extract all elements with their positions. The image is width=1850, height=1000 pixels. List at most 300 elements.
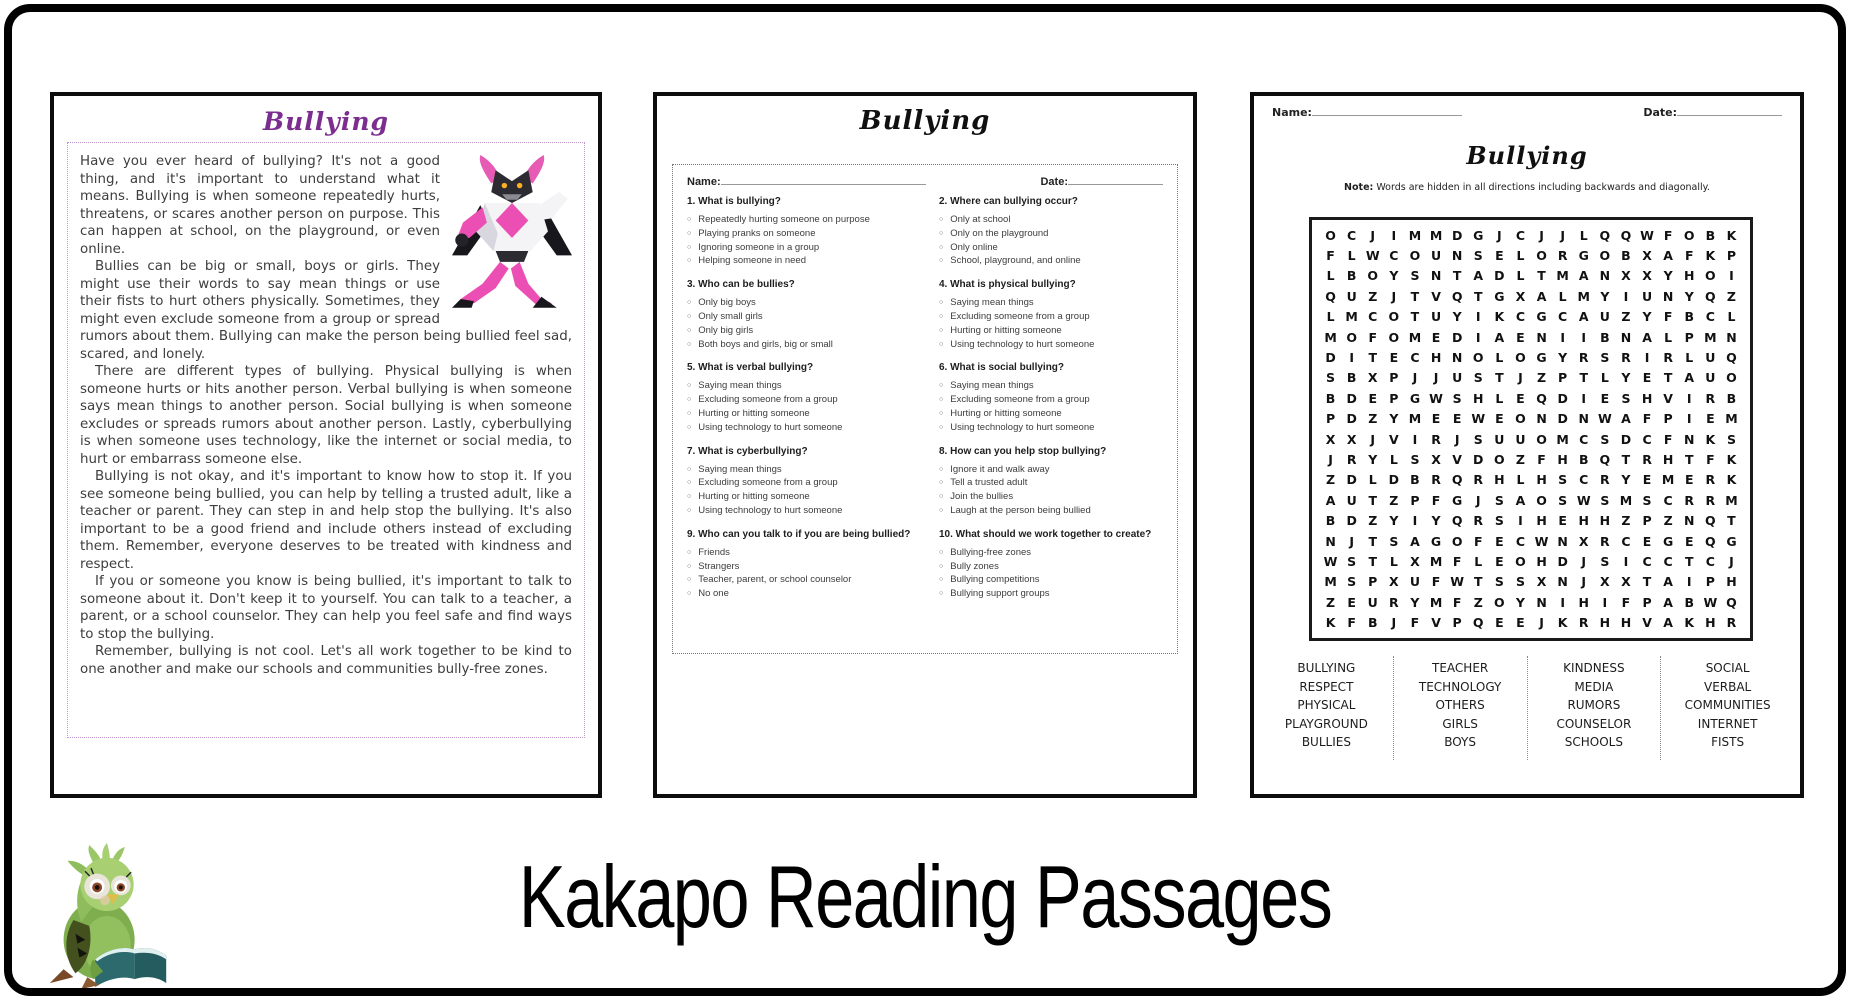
grid-letter: Q xyxy=(1705,288,1716,304)
grid-letter: Y xyxy=(1621,370,1631,386)
wordsearch-note xyxy=(1254,182,1800,193)
grid-letter: N xyxy=(1451,350,1463,366)
option-label: Only at school xyxy=(950,214,1011,225)
grid-letter: F xyxy=(1706,452,1715,468)
word-bank-word: TEACHER xyxy=(1432,661,1489,675)
question-text: 8. How can you help stop bullying? xyxy=(939,445,1107,457)
answer-option xyxy=(939,227,1163,241)
grid-letter: J xyxy=(1475,492,1481,508)
grid-letter: P xyxy=(1684,329,1694,345)
grid-letter: I xyxy=(1349,350,1354,366)
grid-letter: T xyxy=(1684,554,1694,570)
grid-letter: R xyxy=(1578,350,1589,366)
word-bank-column xyxy=(1393,656,1527,760)
answer-option xyxy=(687,573,911,587)
grid-letter: H xyxy=(1557,452,1568,468)
option-bullet-icon: ○ xyxy=(939,229,944,237)
grid-letter: B xyxy=(1726,390,1737,406)
word-bank-word: BULLYING xyxy=(1297,661,1356,675)
option-bullet-icon: ○ xyxy=(687,340,692,348)
word-bank-word: GIRLS xyxy=(1442,716,1478,731)
grid-letter: B xyxy=(1621,248,1631,264)
grid-letter: Z xyxy=(1389,492,1399,508)
option-bullet-icon: ○ xyxy=(939,423,944,431)
date-field xyxy=(1643,106,1782,119)
answer-option xyxy=(687,213,911,227)
word-bank-word: PHYSICAL xyxy=(1297,698,1356,712)
grid-letter: D xyxy=(1557,411,1568,427)
grid-letter: I xyxy=(1729,268,1734,284)
grid-letter: M xyxy=(1324,329,1337,345)
grid-letter: D xyxy=(1557,390,1568,406)
answer-option xyxy=(687,463,911,477)
grid-letter: S xyxy=(1473,248,1483,264)
answer-option xyxy=(687,490,911,504)
word-bank-word: COUNSELOR xyxy=(1556,716,1632,731)
answer-option xyxy=(687,296,911,310)
grid-letter: A xyxy=(1578,268,1589,284)
grid-letter: E xyxy=(1368,390,1378,406)
option-bullet-icon: ○ xyxy=(939,299,944,307)
grid-letter: C xyxy=(1347,227,1357,243)
option-bullet-icon: ○ xyxy=(687,382,692,390)
answer-option xyxy=(939,213,1163,227)
grid-letter: O xyxy=(1683,227,1695,243)
grid-letter: K xyxy=(1705,248,1716,264)
grid-letter: J xyxy=(1454,431,1460,447)
grid-letter: J xyxy=(1370,431,1376,447)
grid-letter: A xyxy=(1325,492,1336,508)
grid-letter: Z xyxy=(1368,411,1378,427)
grid-letter: M xyxy=(1429,554,1443,570)
grid-letter: F xyxy=(1368,329,1378,345)
grid-letter: O xyxy=(1705,268,1716,284)
grid-letter: G xyxy=(1430,533,1442,549)
grid-letter: R xyxy=(1600,533,1610,549)
question-text: 4. What is physical bullying? xyxy=(939,279,1076,291)
grid-letter: F xyxy=(1663,431,1673,447)
answer-option xyxy=(939,379,1163,393)
option-bullet-icon: ○ xyxy=(939,409,944,417)
grid-letter: J xyxy=(1518,370,1523,386)
name-date-row xyxy=(1254,96,1800,119)
grid-letter: X xyxy=(1536,574,1547,590)
grid-letter: O xyxy=(1599,248,1611,264)
option-label: Excluding someone from a group xyxy=(950,310,1090,322)
grid-letter: Q xyxy=(1726,594,1737,610)
grid-letter: X xyxy=(1346,431,1357,447)
question-text: 3. Who can be bullies? xyxy=(687,279,795,291)
date-blank-line xyxy=(1677,106,1782,116)
wordsearch-page xyxy=(1250,92,1804,798)
grid-letter: L xyxy=(1368,472,1377,488)
grid-letter: T xyxy=(1368,554,1377,570)
grid-letter: G xyxy=(1536,350,1547,366)
grid-letter: N xyxy=(1684,431,1695,447)
answer-option xyxy=(687,421,911,435)
grid-letter: W xyxy=(1365,248,1380,264)
grid-letter: A xyxy=(1642,329,1652,345)
grid-letter: A xyxy=(1684,370,1695,386)
grid-letter: D xyxy=(1388,472,1400,488)
grid-letter: A xyxy=(1663,574,1673,590)
grid-letter: R xyxy=(1389,594,1399,610)
grid-letter: D xyxy=(1451,329,1463,345)
option-label: Laugh at the person being bullied xyxy=(950,504,1091,516)
option-bullet-icon: ○ xyxy=(939,493,944,501)
passage-text-box xyxy=(67,142,585,738)
option-label: Saying mean things xyxy=(698,380,782,392)
grid-letter: U xyxy=(1705,370,1716,386)
grid-letter: K xyxy=(1726,472,1737,488)
grid-letter: P xyxy=(1452,615,1462,631)
option-bullet-icon: ○ xyxy=(939,312,944,320)
grid-letter: O xyxy=(1367,268,1379,284)
grid-letter: B xyxy=(1705,227,1716,243)
word-bank-word: SOCIAL xyxy=(1705,661,1750,675)
grid-letter: N xyxy=(1599,268,1611,284)
grid-letter: L xyxy=(1685,350,1694,366)
grid-letter: H xyxy=(1430,350,1442,366)
option-bullet-icon: ○ xyxy=(687,312,692,320)
grid-letter: P xyxy=(1389,390,1399,406)
grid-letter: V xyxy=(1663,390,1673,406)
grid-letter: M xyxy=(1429,594,1443,610)
name-label: Name: xyxy=(1272,106,1312,119)
grid-letter: D xyxy=(1557,554,1568,570)
grid-letter: R xyxy=(1684,492,1695,508)
answer-option xyxy=(939,393,1163,407)
grid-letter: F xyxy=(1684,248,1694,264)
name-label: Name: xyxy=(687,176,721,188)
grid-letter: C xyxy=(1368,309,1378,325)
grid-letter: E xyxy=(1452,411,1462,427)
grid-letter: E xyxy=(1642,472,1652,488)
grid-letter: R xyxy=(1346,452,1357,468)
grid-letter: X xyxy=(1642,248,1652,264)
questions-column-right xyxy=(939,196,1163,612)
option-label: Saying mean things xyxy=(950,380,1034,392)
grid-letter: H xyxy=(1620,615,1632,631)
option-label: Excluding someone from a group xyxy=(950,394,1090,406)
grid-letter: N xyxy=(1684,513,1695,529)
grid-letter: X xyxy=(1389,574,1399,590)
grid-letter: Z xyxy=(1368,513,1378,529)
grid-letter: Q xyxy=(1451,513,1463,529)
grid-letter: D xyxy=(1346,513,1357,529)
option-label: Both boys and girls, big or small xyxy=(698,338,833,350)
grid-letter: X xyxy=(1367,370,1378,386)
grid-letter: C xyxy=(1705,554,1715,570)
grid-letter: Y xyxy=(1431,513,1441,529)
grid-letter: X xyxy=(1642,268,1652,284)
grid-letter: C xyxy=(1389,248,1399,264)
option-bullet-icon: ○ xyxy=(939,590,944,598)
grid-letter: I xyxy=(1581,329,1587,345)
grid-letter: I xyxy=(1686,390,1692,406)
grid-letter: N xyxy=(1557,574,1568,590)
grid-letter: N xyxy=(1536,329,1547,345)
question-text: 2. Where can bullying occur? xyxy=(939,196,1078,207)
grid-letter: U xyxy=(1599,309,1610,325)
option-label: Only small girls xyxy=(698,310,763,322)
grid-letter: T xyxy=(1663,370,1673,386)
answer-option xyxy=(687,379,911,393)
grid-letter: K xyxy=(1726,227,1737,243)
option-bullet-icon: ○ xyxy=(687,299,692,307)
grid-letter: K xyxy=(1494,309,1505,325)
character-illustration xyxy=(452,155,572,305)
option-bullet-icon: ○ xyxy=(939,562,944,570)
word-bank-column xyxy=(1660,656,1794,760)
answer-option xyxy=(939,560,1163,574)
date-field xyxy=(1040,175,1163,188)
grid-letter: N xyxy=(1578,411,1589,427)
grid-letter: J xyxy=(1581,574,1587,590)
grid-letter: P xyxy=(1410,492,1420,508)
grid-letter: O xyxy=(1388,309,1400,325)
option-label: Only online xyxy=(950,241,998,253)
grid-letter: E xyxy=(1516,390,1525,406)
grid-letter: Q xyxy=(1451,288,1463,304)
grid-letter: G xyxy=(1494,288,1505,304)
grid-letter: H xyxy=(1599,513,1611,529)
grid-letter: S xyxy=(1389,533,1399,549)
grid-letter: W xyxy=(1534,533,1549,549)
grid-letter: A xyxy=(1494,329,1505,345)
grid-letter: L xyxy=(1326,309,1335,325)
option-bullet-icon: ○ xyxy=(939,465,944,473)
grid-letter: E xyxy=(1600,390,1610,406)
grid-letter: S xyxy=(1642,492,1652,508)
grid-letter: R xyxy=(1473,513,1484,529)
passage-paragraph: If you or someone you know is being bullied, it's important to talk to someone about it. Don't keep it to yourself. You can talk to a teacher, a parent, or a school counselor. They can help you feel safe and find ways to stop the bullying. xyxy=(80,574,572,642)
option-bullet-icon: ○ xyxy=(687,326,692,334)
grid-letter: N xyxy=(1557,533,1568,549)
word-bank-word: OTHERS xyxy=(1435,698,1485,712)
grid-letter: F xyxy=(1452,594,1462,610)
grid-letter: E xyxy=(1558,513,1567,529)
question-block xyxy=(939,529,1163,601)
grid-letter: N xyxy=(1620,329,1632,345)
word-bank-word: INTERNET xyxy=(1697,716,1758,731)
option-bullet-icon: ○ xyxy=(939,257,944,265)
grid-letter: Y xyxy=(1558,350,1568,366)
grid-letter: H xyxy=(1684,268,1695,284)
grid-letter: E xyxy=(1684,472,1694,488)
option-label: Strangers xyxy=(698,560,740,572)
option-bullet-icon: ○ xyxy=(939,340,944,348)
grid-letter: T xyxy=(1368,533,1377,549)
grid-letter: C xyxy=(1558,309,1568,325)
grid-letter: O xyxy=(1388,329,1400,345)
grid-letter: A xyxy=(1663,615,1673,631)
grid-letter: F xyxy=(1621,594,1631,610)
grid-letter: D xyxy=(1620,431,1632,447)
grid-letter: I xyxy=(1560,594,1565,610)
grid-letter: L xyxy=(1516,248,1525,264)
grid-letter: W xyxy=(1429,390,1443,406)
grid-letter: I xyxy=(1475,329,1481,345)
grid-letter: I xyxy=(1686,411,1692,427)
grid-letter: G xyxy=(1663,533,1674,549)
passage-paragraph: There are different types of bullying. Physical bullying is when someone hurts or hits another person. Verbal bullying is when someone says mean things to another person. Social bullying is when someone excludes or spreads rumors about another person. Lastly, cyberbullying is when someone uses technology, like the internet or social media, to hurt or embarrass someone else. xyxy=(80,364,572,467)
grid-letter: J xyxy=(1349,533,1354,549)
grid-letter: C xyxy=(1621,533,1631,549)
kakapo-logo-icon xyxy=(42,843,174,991)
grid-letter: W xyxy=(1471,411,1486,427)
grid-letter: D xyxy=(1451,227,1463,243)
grid-letter: A xyxy=(1410,533,1420,549)
grid-letter: E xyxy=(1495,533,1504,549)
grid-letter: O xyxy=(1515,554,1526,570)
wordsearch-title: Bullying xyxy=(1466,141,1588,170)
grid-letter: J xyxy=(1412,370,1418,386)
option-label: Join the bullies xyxy=(950,491,1014,503)
reading-passage-page xyxy=(50,92,602,798)
grid-letter: F xyxy=(1537,452,1546,468)
grid-letter: J xyxy=(1581,554,1587,570)
grid-letter: Y xyxy=(1642,309,1652,325)
option-label: Excluding someone from a group xyxy=(698,477,838,489)
word-bank xyxy=(1260,656,1794,760)
grid-letter: H xyxy=(1705,615,1716,631)
answer-option xyxy=(687,407,911,421)
grid-letter: S xyxy=(1410,452,1420,468)
grid-letter: M xyxy=(1408,411,1422,427)
grid-letter: P xyxy=(1325,411,1336,427)
grid-letter: S xyxy=(1600,350,1610,366)
grid-letter: K xyxy=(1557,615,1568,631)
answer-option xyxy=(687,587,911,601)
option-label: Using technology to hurt someone xyxy=(950,338,1095,350)
grid-letter: I xyxy=(1602,594,1608,610)
grid-letter: A xyxy=(1536,288,1547,304)
grid-letter: O xyxy=(1472,350,1484,366)
grid-letter: F xyxy=(1473,533,1483,549)
grid-letter: Z xyxy=(1663,513,1673,529)
grid-letter: I xyxy=(1560,329,1565,345)
grid-letter: Q xyxy=(1726,350,1737,366)
answer-option xyxy=(939,407,1163,421)
grid-letter: E xyxy=(1495,411,1504,427)
grid-letter: Q xyxy=(1325,288,1336,304)
question-text: 10. What should we work together to create? xyxy=(939,528,1152,540)
name-field xyxy=(687,175,926,188)
grid-letter: S xyxy=(1473,370,1483,386)
word-bank-word: TECHNOLOGY xyxy=(1418,679,1502,694)
grid-letter: J xyxy=(1391,615,1397,631)
grid-letter: Q xyxy=(1472,615,1484,631)
grid-letter: M xyxy=(1556,431,1569,447)
grid-letter: H xyxy=(1599,615,1611,631)
grid-letter: Z xyxy=(1726,288,1736,304)
grid-letter: U xyxy=(1452,370,1463,386)
option-label: Using technology to hurt someone xyxy=(950,421,1095,433)
grid-letter: Y xyxy=(1663,268,1673,284)
grid-letter: H xyxy=(1473,390,1484,406)
grid-letter: I xyxy=(1623,554,1629,570)
grid-letter: S xyxy=(1515,574,1525,590)
option-label: Hurting or hitting someone xyxy=(950,407,1062,419)
grid-letter: Q xyxy=(1620,227,1632,243)
grid-letter: N xyxy=(1325,533,1336,549)
grid-letter: S xyxy=(1326,370,1336,386)
grid-letter: B xyxy=(1325,390,1336,406)
grid-letter: S xyxy=(1410,268,1420,284)
grid-letter: R xyxy=(1663,350,1673,366)
grid-letter: U xyxy=(1430,309,1442,325)
option-bullet-icon: ○ xyxy=(687,409,692,417)
grid-letter: U xyxy=(1705,350,1716,366)
option-label: Helping someone in need xyxy=(698,255,806,267)
grid-letter: P xyxy=(1705,574,1715,590)
grid-letter: H xyxy=(1536,513,1547,529)
grid-letter: C xyxy=(1410,350,1420,366)
option-label: Hurting or hitting someone xyxy=(698,407,810,419)
grid-letter: S xyxy=(1347,554,1357,570)
grid-letter: P xyxy=(1726,248,1737,264)
grid-letter: B xyxy=(1684,594,1694,610)
grid-letter: N xyxy=(1430,268,1442,284)
grid-letter: V xyxy=(1389,431,1399,447)
questions-page xyxy=(653,92,1197,798)
grid-letter: I xyxy=(1581,390,1587,406)
answer-option xyxy=(687,324,911,338)
grid-letter: R xyxy=(1600,472,1610,488)
grid-letter: Y xyxy=(1389,268,1399,284)
grid-letter: P xyxy=(1389,370,1399,386)
grid-letter: G xyxy=(1409,390,1421,406)
grid-letter: E xyxy=(1642,370,1652,386)
option-bullet-icon: ○ xyxy=(687,396,692,404)
grid-letter: F xyxy=(1452,554,1462,570)
grid-letter: I xyxy=(1623,288,1629,304)
grid-letter: M xyxy=(1619,492,1633,508)
grid-letter: X xyxy=(1431,452,1441,468)
brand-title: Kakapo Reading Passages xyxy=(518,847,1332,946)
passage-paragraph: Bullies can be big or small, boys or girls. They might use their words to say mean things or use their fists to hurt others physically. Sometimes, they might even exclude someone from a group or spread rumors about them. Bullying can make the person being bullied feel sad, scared, and lonely. xyxy=(80,259,572,362)
grid-letter: R xyxy=(1578,615,1589,631)
answer-option xyxy=(939,296,1163,310)
grid-letter: Y xyxy=(1410,594,1420,610)
grid-letter: I xyxy=(1644,350,1650,366)
grid-letter: H xyxy=(1641,390,1653,406)
grid-letter: R xyxy=(1557,248,1568,264)
option-bullet-icon: ○ xyxy=(687,257,692,265)
note-prefix: Note: xyxy=(1344,182,1374,193)
grid-letter: Y xyxy=(1389,411,1399,427)
answer-option xyxy=(939,490,1163,504)
option-bullet-icon: ○ xyxy=(939,243,944,251)
superhero-character-icon xyxy=(452,155,572,308)
option-bullet-icon: ○ xyxy=(687,493,692,501)
grid-letter: Z xyxy=(1515,452,1525,468)
grid-letter: V xyxy=(1431,615,1441,631)
grid-letter: Q xyxy=(1705,533,1716,549)
grid-letter: E xyxy=(1389,350,1399,366)
grid-letter: J xyxy=(1433,370,1439,386)
grid-letter: B xyxy=(1346,370,1357,386)
grid-letter: B xyxy=(1600,329,1610,345)
grid-letter: E xyxy=(1431,411,1441,427)
grid-letter: B xyxy=(1578,452,1589,468)
grid-letter: N xyxy=(1662,288,1674,304)
grid-letter: Y xyxy=(1684,288,1694,304)
grid-letter: A xyxy=(1663,248,1673,264)
word-bank-word: RESPECT xyxy=(1299,679,1354,694)
grid-letter: U xyxy=(1409,574,1421,590)
